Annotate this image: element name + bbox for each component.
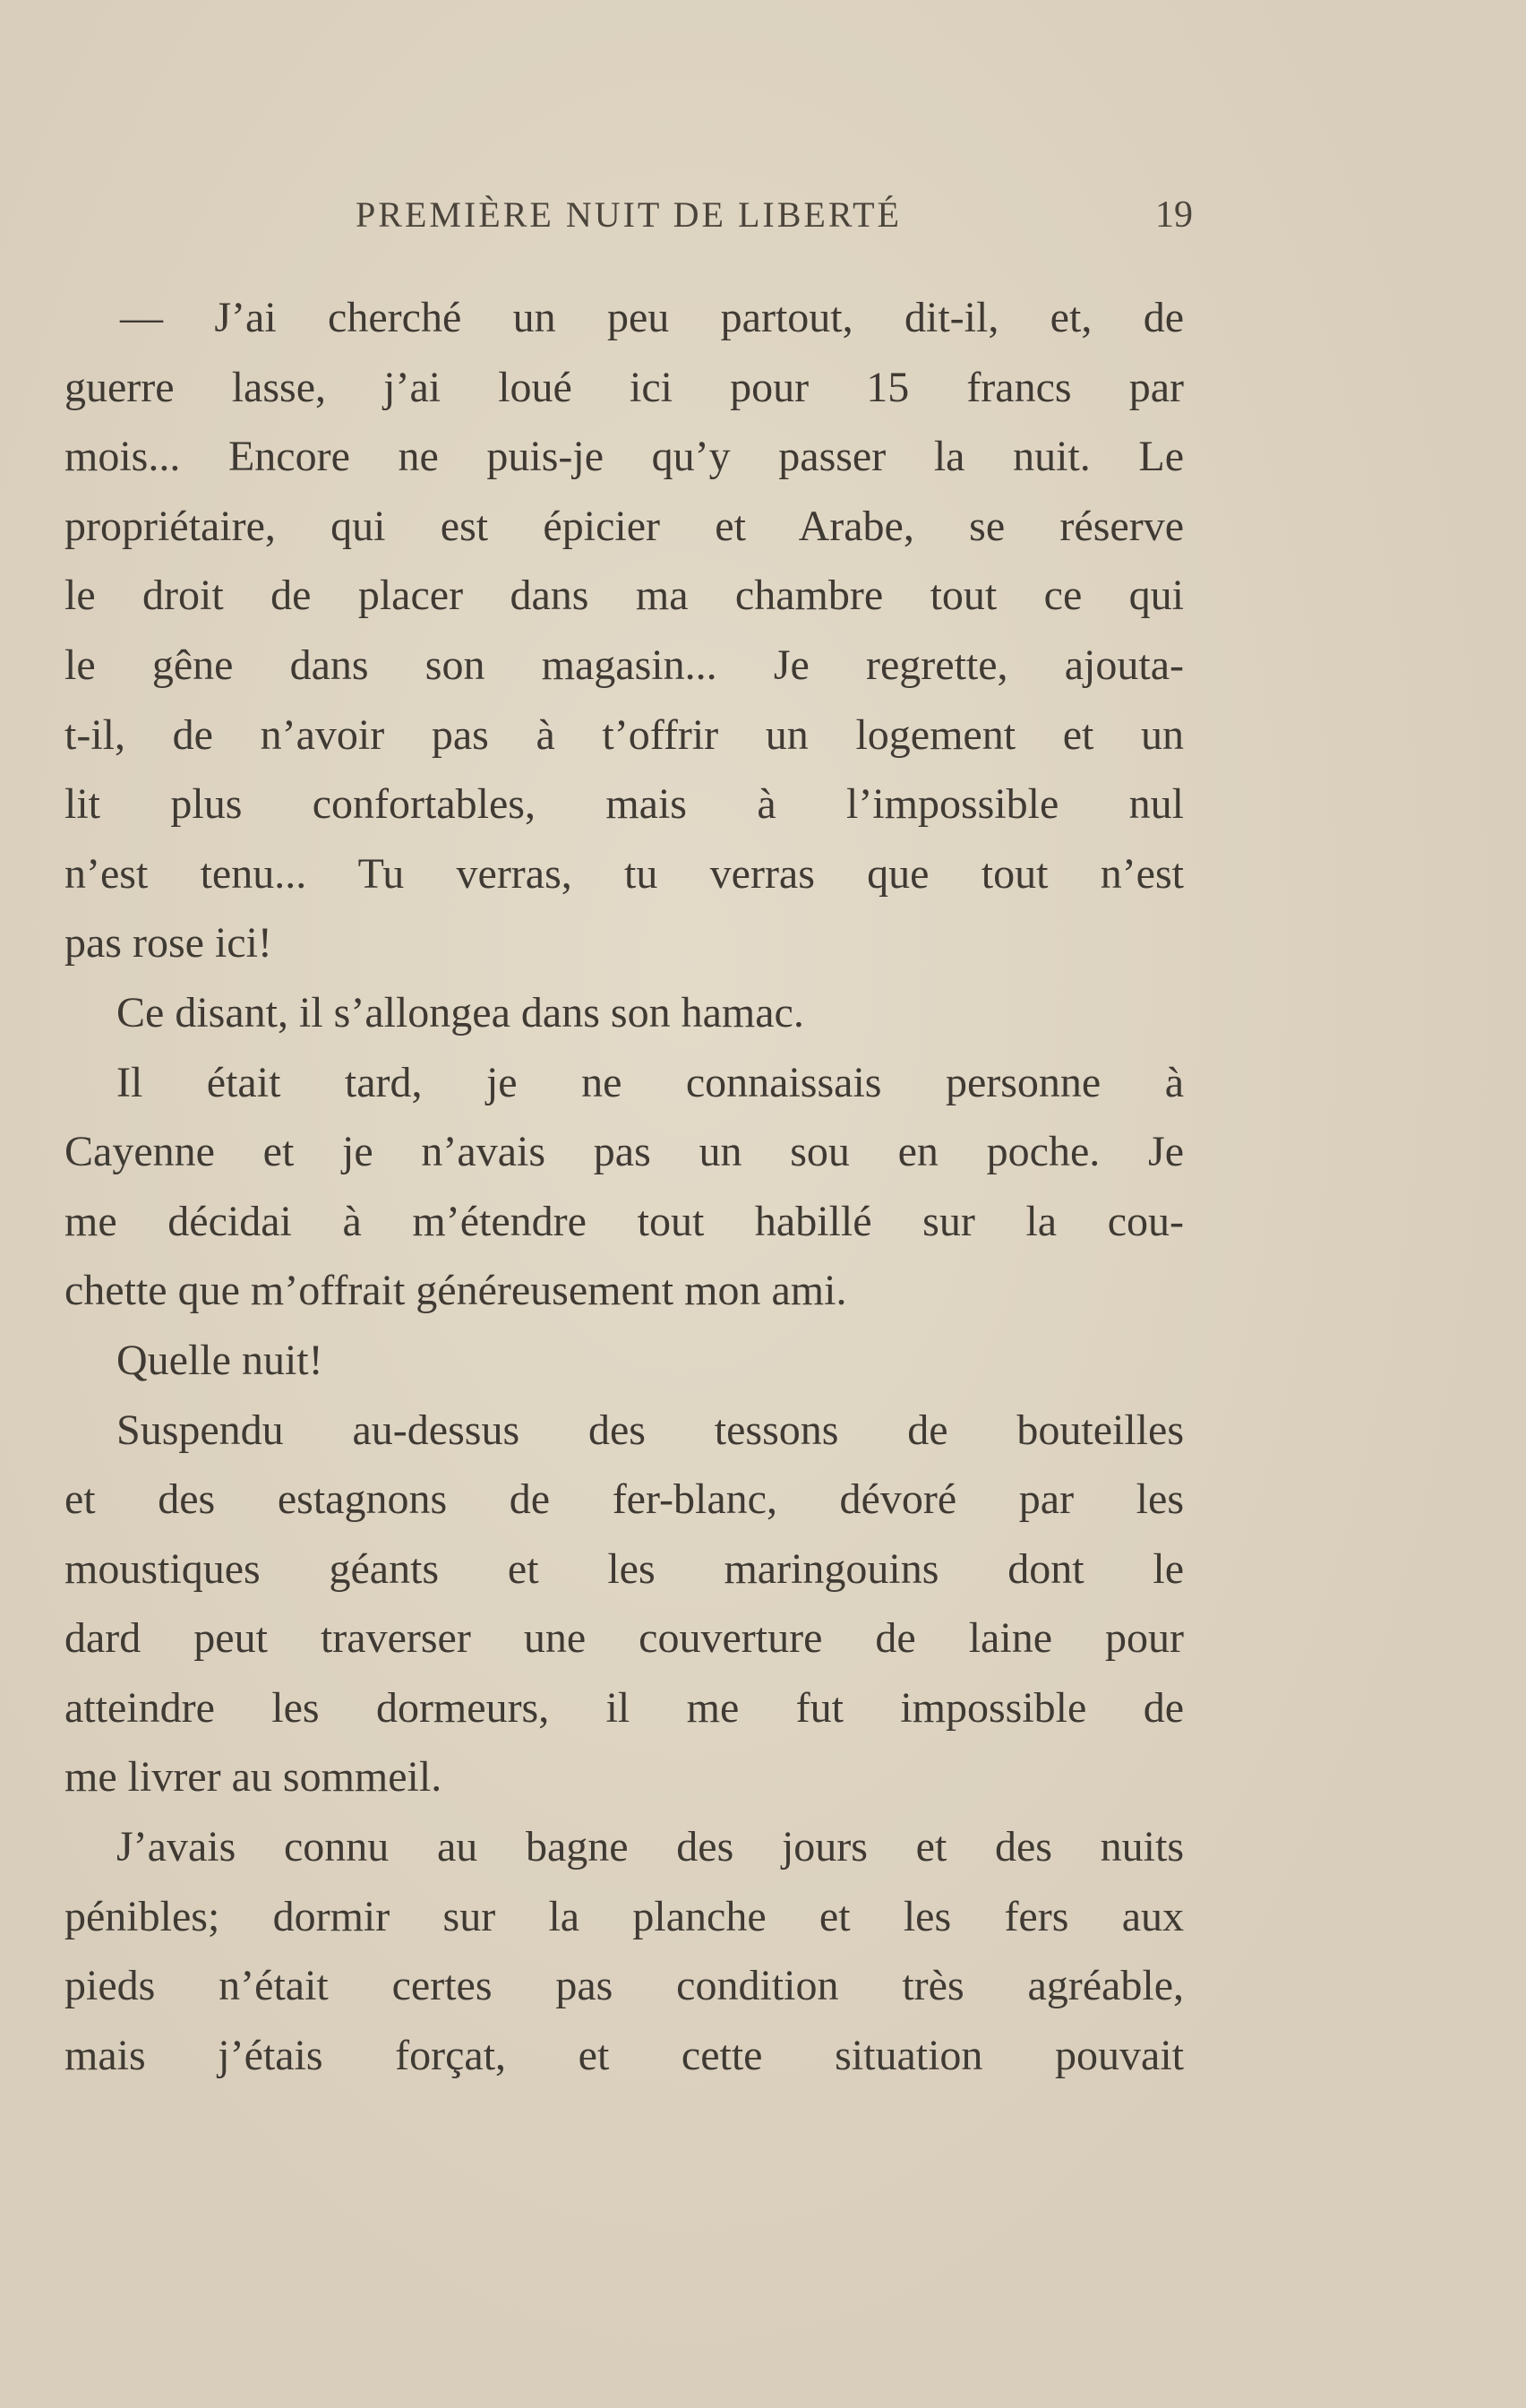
text-line: me décidai à m’étendre tout habillé sur la cou- [64, 1197, 1184, 1245]
text-line: J’avais connu au bagne des jours et des nuits [116, 1823, 1184, 1871]
text-line: guerre lasse, j’ai loué ici pour 15 francs par [64, 363, 1184, 411]
text-line: chette que m’offrait généreusement mon ami. [64, 1267, 847, 1315]
text-line: dard peut traverser une couverture de laine pour [64, 1614, 1184, 1663]
text-line: lit plus confortables, mais à l’impossible nul [64, 780, 1184, 829]
text-line: pas rose ici! [64, 919, 272, 968]
text-line: me livrer au sommeil. [64, 1753, 442, 1802]
text-line: et des estagnons de fer-blanc, dévoré par les [64, 1475, 1184, 1524]
text-line: t-il, de n’avoir pas à t’offrir un logement et un [64, 710, 1184, 759]
text-line: mois... Encore ne puis-je qu’y passer la nuit. Le [64, 433, 1184, 481]
running-head [64, 190, 1193, 240]
text-line: Quelle nuit! [116, 1336, 323, 1384]
running-title: PREMIÈRE NUIT DE LIBERTÉ [356, 194, 902, 235]
body-text [64, 283, 1184, 2090]
text-line: moustiques géants et les maringouins dont le [64, 1544, 1184, 1593]
text-line: Suspendu au-dessus des tessons de bouteilles [116, 1406, 1184, 1454]
text-line: Ce disant, il s’allongea dans son hamac. [116, 988, 804, 1036]
text-line: — J’ai cherché un peu partout, dit-il, et, de [120, 294, 1184, 341]
text-line: n’est tenu... Tu verras, tu verras que tout n’est [64, 849, 1184, 898]
text-line: le gêne dans son magasin... Je regrette, ajouta- [64, 641, 1184, 689]
text-line: pieds n’était certes pas condition très agréable, [64, 1962, 1184, 2010]
text-line: le droit de placer dans ma chambre tout ce qui [64, 572, 1184, 620]
text-line: Il était tard, je ne connaissais personne à [116, 1058, 1184, 1106]
page-number: 19 [1155, 194, 1193, 236]
text-line: atteindre les dormeurs, il me fut impossible de [64, 1683, 1184, 1732]
text-line: mais j’étais forçat, et cette situation pouvait [64, 2031, 1184, 2079]
text-line: propriétaire, qui est épicier et Arabe, se réserve [64, 502, 1184, 550]
text-line: Cayenne et je n’avais pas un sou en poche. Je [64, 1128, 1184, 1176]
text-line: pénibles; dormir sur la planche et les fers aux [64, 1892, 1184, 1940]
